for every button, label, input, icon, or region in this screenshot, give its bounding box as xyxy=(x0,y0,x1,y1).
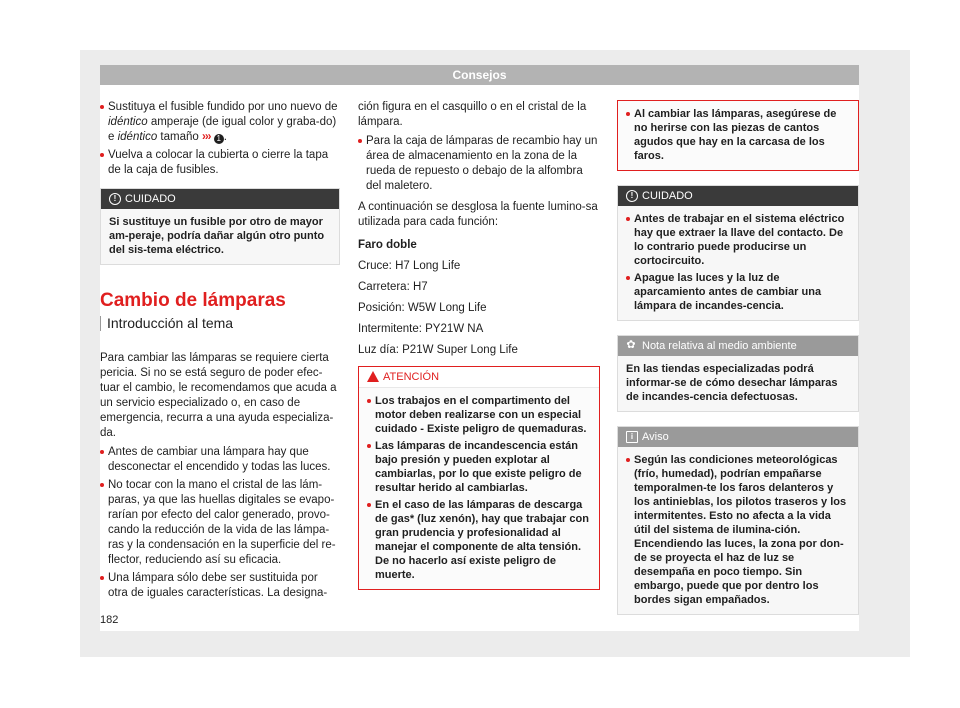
caution-box xyxy=(100,188,340,265)
warning-body xyxy=(359,388,599,589)
column-middle xyxy=(358,100,600,590)
caution-body xyxy=(618,206,858,320)
environment-note-header xyxy=(618,336,858,356)
spec-row xyxy=(358,280,600,295)
caution-label: CUIDADO xyxy=(642,190,693,202)
warning-continued-box xyxy=(617,100,859,171)
spec-heading xyxy=(358,238,600,253)
page-number: 182 xyxy=(100,614,119,626)
list-item: Sustituya el fusible fundido por uno nuevo de idéntico amperaje (de igual color y graba-do) e idéntico tamaño ››› 1 . xyxy=(100,100,340,145)
warning-continued-body xyxy=(618,101,858,170)
spec-label: Carretera: xyxy=(358,281,410,293)
spec-label: Posición: xyxy=(358,302,405,314)
text: tamaño xyxy=(157,131,202,143)
list-item: No tocar con la mano el cristal de las lám-paras, ya que las huellas digitales se evapo-rarían por efecto del calor generado, provo-cando la reducción de la vida de las lámpa-ras y la condensación en la superficie del re-flector, reduciendo así su eficacia. xyxy=(100,478,340,568)
reference-number-icon: 1 xyxy=(214,134,224,144)
caution-text: Si sustituye un fusible por otro de mayor am-peraje, podría dañar algún otro punto del sis-tema eléctrico. xyxy=(109,216,325,256)
spec-label: Luz día: xyxy=(358,344,399,356)
warning-header xyxy=(359,367,599,388)
spec-label: Intermitente: xyxy=(358,323,422,335)
spec-value: P21W Super Long Life xyxy=(402,344,518,356)
page-header: Consejos xyxy=(100,65,859,85)
emphasis: idéntico xyxy=(117,131,158,143)
list-item: Una lámpara sólo debe ser sustituida por otra de iguales características. La designa- xyxy=(100,571,340,601)
paragraph: A continuación se desglosa la fuente lumino-sa utilizada para cada función: xyxy=(358,201,598,228)
caution-box xyxy=(617,185,859,321)
spec-row xyxy=(358,343,600,358)
spec-label: Cruce: xyxy=(358,260,392,272)
note-body xyxy=(618,447,858,614)
spec-value: H7 Long Life xyxy=(395,260,461,272)
exclamation-icon: ! xyxy=(626,190,638,202)
caution-header xyxy=(618,186,858,206)
intro-paragraph: Para cambiar las lámparas se requiere cierta pericia. Si no se está seguro de poder efec-tuar el cambio, le recomendamos que acuda a un servicio especializado o, en caso de emergencia, recurra a una ayuda especializa-da. xyxy=(100,352,337,439)
list-item: Para la caja de lámparas de recambio hay un área de almacenamiento en la zona de la rueda de repuesto o debajo de la alfombra del maletero. xyxy=(358,134,600,194)
column-left xyxy=(100,100,340,604)
warning-label: ATENCIÓN xyxy=(383,371,440,383)
list-item: En el caso de las lámparas de descarga de gas* (luz xenón), hay que trabajar con gran prudencia y profesionalidad al manejar el componente de alta tensión. De no hacerlo así existe peligro de muerte. xyxy=(367,498,591,582)
text: Sustituya el fusible fundido por uno nuevo de xyxy=(108,101,338,113)
spec-row xyxy=(358,301,600,316)
list-item: Los trabajos en el compartimento del motor deben realizarse con un especial cuidado - Existe peligro de quemaduras. xyxy=(367,394,591,436)
list-item: Las lámparas de incandescencia están bajo presión y pueden explotar al cambiarlas, por lo que existe peligro de resultar herido al cambiarlas. xyxy=(367,439,591,495)
flower-icon: ✿ xyxy=(626,339,636,351)
subsection-title: Introducción al tema xyxy=(100,316,340,331)
list-item: Antes de cambiar una lámpara hay que desconectar el encendido y todas las luces. xyxy=(100,445,340,475)
warning-box xyxy=(358,366,600,590)
note-label: Aviso xyxy=(642,431,669,443)
spec-value: PY21W NA xyxy=(425,323,484,335)
spec-heading-text: Faro doble xyxy=(358,239,417,251)
cross-reference-arrow-icon: ››› xyxy=(201,131,211,143)
text: amperaje (de igual color y graba-do) e xyxy=(108,116,337,143)
info-icon: i xyxy=(626,431,638,443)
exclamation-icon: ! xyxy=(109,193,121,205)
list-item: Antes de trabajar en el sistema eléctrico hay que extraer la llave del contacto. De lo contrario puede producirse un cortocircuito. xyxy=(626,212,850,268)
caution-label: CUIDADO xyxy=(125,193,176,205)
warning-triangle-icon xyxy=(367,371,379,382)
spec-row xyxy=(358,322,600,337)
environment-note-label: Nota relativa al medio ambiente xyxy=(642,340,797,352)
spec-value: H7 xyxy=(412,281,428,293)
section-title: Cambio de lámparas xyxy=(100,290,286,311)
emphasis: idéntico xyxy=(108,116,148,128)
list-item: Apague las luces y la luz de aparcamiento antes de cambiar una lámpara de incandes-cencia. xyxy=(626,271,850,313)
continued-text: ción figura en el casquillo o en el cristal de la lámpara. xyxy=(358,101,587,128)
environment-note-text: En las tiendas especializadas podrá informar-se de cómo desechar lámparas de incandes-cencia defectuosas. xyxy=(626,363,838,403)
note-box xyxy=(617,426,859,615)
list-item: Al cambiar las lámparas, asegúrese de no herirse con las piezas de cantos agudos que hay en la carcasa de los faros. xyxy=(626,107,850,163)
list-item: Según las condiciones meteorológicas (frío, humedad), podrían empañarse temporalmen-te los faros delanteros y los antinieblas, los pilotos traseros y los intermitentes. Esto no afecta a la vida útil del sistema de ilumina-ción. Encendiendo las luces, la zona por don-de se proyecta el haz de luz se desempaña en poco tiempo. Sin embargo, puede que por dentro los bordes sigan empañados. xyxy=(626,453,850,607)
note-header xyxy=(618,427,858,447)
caution-header xyxy=(101,189,339,209)
environment-note-box xyxy=(617,335,859,412)
spec-row xyxy=(358,259,600,274)
list-item: Vuelva a colocar la cubierta o cierre la tapa de la caja de fusibles. xyxy=(100,148,340,178)
spec-value: W5W Long Life xyxy=(407,302,487,314)
column-right xyxy=(617,100,859,615)
